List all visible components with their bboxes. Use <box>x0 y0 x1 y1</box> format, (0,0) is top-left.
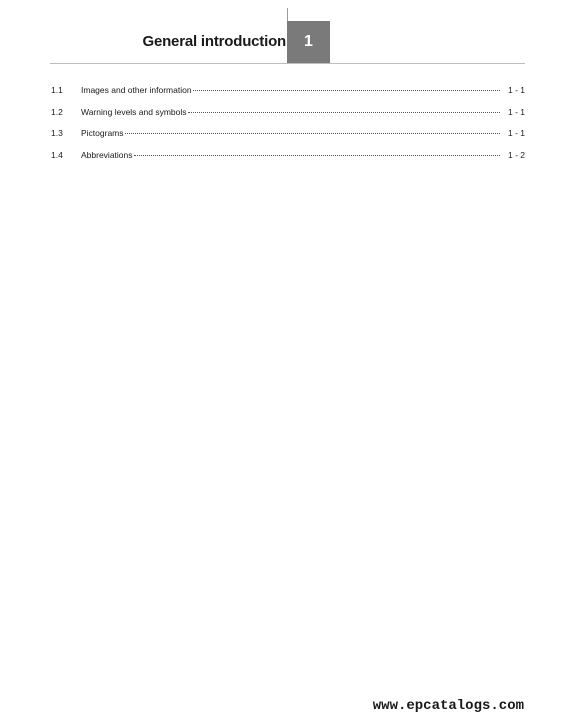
chapter-title: General introduction <box>142 33 286 50</box>
toc-dot-leader <box>188 112 500 113</box>
toc-entry-title[interactable]: Pictograms <box>81 128 124 138</box>
header-divider <box>50 63 525 64</box>
toc-entry-page[interactable]: 1 - 1 <box>507 106 525 117</box>
chapter-number: 1 <box>304 33 313 50</box>
toc-entry-number: 1.1 <box>51 85 63 95</box>
toc-entry-page[interactable]: 1 - 2 <box>507 149 525 160</box>
table-of-contents <box>51 85 525 171</box>
toc-entry[interactable] <box>51 150 525 172</box>
chapter-number-badge <box>287 21 330 63</box>
toc-entry-title[interactable]: Images and other information <box>81 85 192 95</box>
toc-entry[interactable] <box>51 128 525 150</box>
toc-dot-leader <box>193 90 500 91</box>
toc-entry-number: 1.4 <box>51 149 63 160</box>
header-vertical-rule <box>287 8 288 21</box>
toc-entry-page[interactable]: 1 - 1 <box>507 128 525 138</box>
toc-entry-number: 1.2 <box>51 106 63 117</box>
toc-entry[interactable] <box>51 107 525 129</box>
toc-entry[interactable] <box>51 85 525 107</box>
toc-entry-number: 1.3 <box>51 128 63 138</box>
toc-entry-title[interactable]: Warning levels and symbols <box>81 106 187 117</box>
toc-dot-leader <box>134 155 500 156</box>
watermark-text: www.epcatalogs.com <box>372 698 524 714</box>
toc-entry-page[interactable]: 1 - 1 <box>507 85 525 95</box>
toc-dot-leader <box>125 133 500 134</box>
toc-entry-title[interactable]: Abbreviations <box>81 149 133 160</box>
